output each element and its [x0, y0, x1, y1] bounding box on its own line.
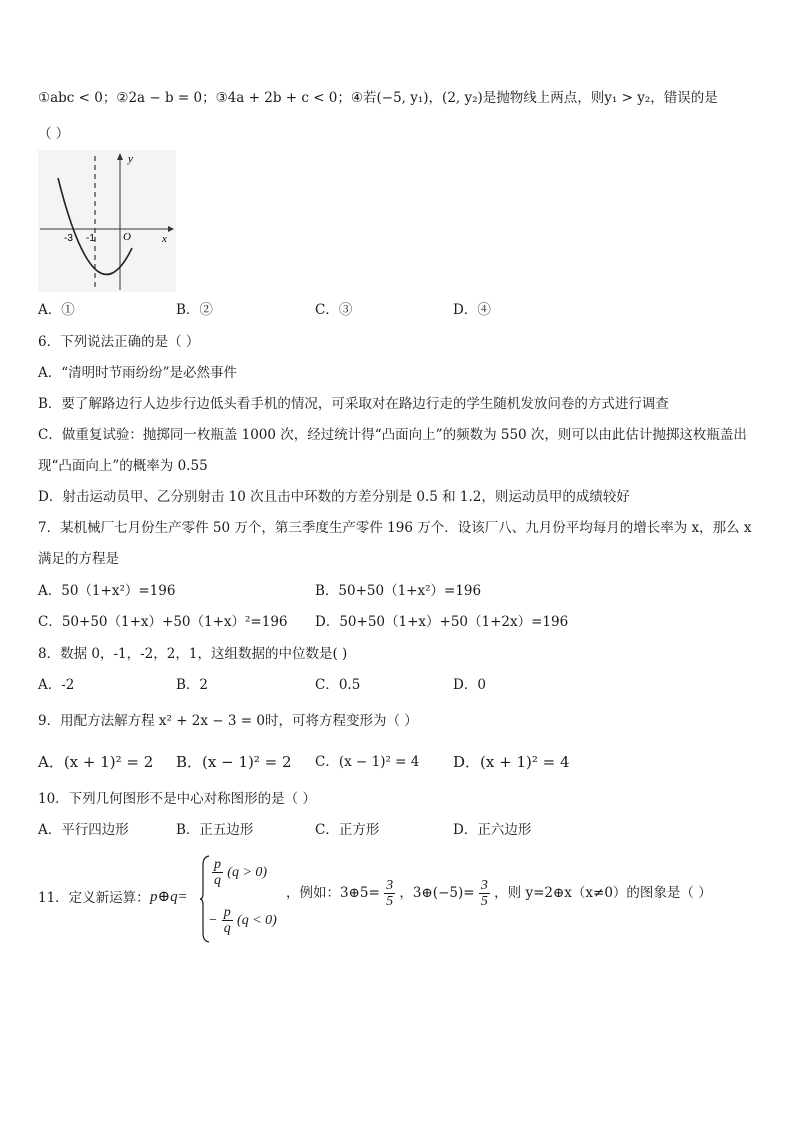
q6-option-c-line1[interactable]: C．做重复试验：抛掷同一枚瓶盖 1000 次，经过统计得“凸面向上”的频数为 550 次，则可以由此估计抛掷这枚瓶盖出 [38, 427, 747, 443]
q9-stem: 9．用配方法解方程 x² + 2x − 3 = 0时，可将方程变形为（ ） [38, 713, 418, 729]
q8-option-a[interactable]: A．-2 [38, 677, 75, 693]
q7-option-a[interactable]: A．50（1+x²）=196 [38, 583, 176, 599]
tick-label-neg3: -3 [64, 233, 73, 244]
q7-option-c[interactable]: C．50+50（1+x）+50（1+x）²=196 [38, 614, 288, 630]
q5-option-d[interactable]: D．④ [453, 302, 491, 318]
q9-option-d[interactable]: D．(x + 1)² = 4 [453, 753, 570, 771]
q11-case2 [208, 905, 277, 936]
q9-option-c[interactable]: C．(x − 1)² = 4 [315, 754, 420, 770]
q11-examples [286, 878, 712, 909]
q5-statement-text: ①abc < 0；②2a − b = 0；③4a + 2b + c < 0；④若(−5, y₁)，(2, y₂)是抛物线上两点，则y₁ > y₂，错误的是 [38, 90, 718, 106]
q7-option-b[interactable]: B．50+50（1+x²）=196 [315, 583, 482, 599]
q6-option-d[interactable]: D．射击运动员甲、乙分别射击 10 次且击中环数的方差分别是 0.5 和 1.2，则运动员甲的成绩较好 [38, 489, 630, 505]
q8-option-b[interactable]: B．2 [176, 677, 209, 693]
q9-option-b[interactable]: B．(x − 1)² = 2 [176, 753, 292, 771]
case2-condition: (q < 0) [237, 913, 277, 928]
q5-option-a[interactable]: A．① [38, 302, 75, 318]
q11-operator: p⊕q= [150, 889, 188, 905]
y-label: y [128, 153, 133, 165]
example-prefix: ，例如：3⊕5= [286, 885, 380, 901]
q11-piecewise [200, 855, 290, 945]
q6-stem: 6．下列说法正确的是（ ） [38, 334, 200, 350]
q9-option-a[interactable]: A．(x + 1)² = 2 [38, 753, 154, 771]
q5-option-b[interactable]: B．② [176, 302, 213, 318]
example1-fraction: $\frac{3}{5}$ [386, 878, 394, 909]
q5-statements [38, 88, 718, 108]
q10-stem: 10．下列几何图形不是中心对称图形的是（ ） [38, 791, 316, 807]
q8-stem: 8．数据 0，-1，-2，2，1，这组数据的中位数是( ) [38, 646, 348, 662]
tick-label-neg1: -1 [86, 233, 95, 244]
q5-option-c[interactable]: C．③ [315, 302, 353, 318]
q8-option-c[interactable]: C．0.5 [315, 677, 361, 693]
q10-option-c[interactable]: C．正方形 [315, 822, 380, 838]
example-mid: ，3⊕(−5)= [399, 885, 475, 901]
q7-stem-line2: 满足的方程是 [38, 551, 119, 567]
case2-fraction: $\frac{p}{q}$ [223, 905, 231, 936]
example2-fraction: $\frac{3}{5}$ [480, 878, 488, 909]
q10-option-b[interactable]: B．正五边形 [176, 822, 254, 838]
case1-condition: (q > 0) [227, 865, 268, 880]
q5-answer-paren: （ ） [38, 126, 70, 142]
q11-case1 [212, 857, 267, 888]
q11-prefix: 11．定义新运算： [38, 890, 150, 906]
q11-suffix: ，则 y=2⊕x（x≠0）的图象是（ ） [494, 885, 712, 901]
parabola-graph [38, 150, 176, 292]
case1-fraction: $\frac{p}{q}$ [214, 857, 221, 888]
q10-option-a[interactable]: A．平行四边形 [38, 822, 129, 838]
q6-option-b[interactable]: B．要了解路边行人边步行边低头看手机的情况，可采取对在路边行走的学生随机发放问卷的方式进行调查 [38, 396, 669, 412]
q6-option-c-line2: 现“凸面向上”的概率为 0.55 [38, 458, 208, 474]
q7-stem-line1: 7．某机械厂七月份生产零件 50 万个，第三季度生产零件 196 万个．设该厂八、九月份平均每月的增长率为 x，那么 x [38, 520, 752, 536]
origin-label: O [123, 231, 131, 243]
q8-option-d[interactable]: D．0 [453, 677, 486, 693]
q6-option-a[interactable]: A．“清明时节雨纷纷”是必然事件 [38, 365, 238, 381]
q7-option-d[interactable]: D．50+50（1+x）+50（1+2x）=196 [315, 614, 569, 630]
q10-option-d[interactable]: D．正六边形 [453, 822, 532, 838]
case2-sign: − [208, 913, 218, 928]
x-label: x [162, 233, 167, 245]
